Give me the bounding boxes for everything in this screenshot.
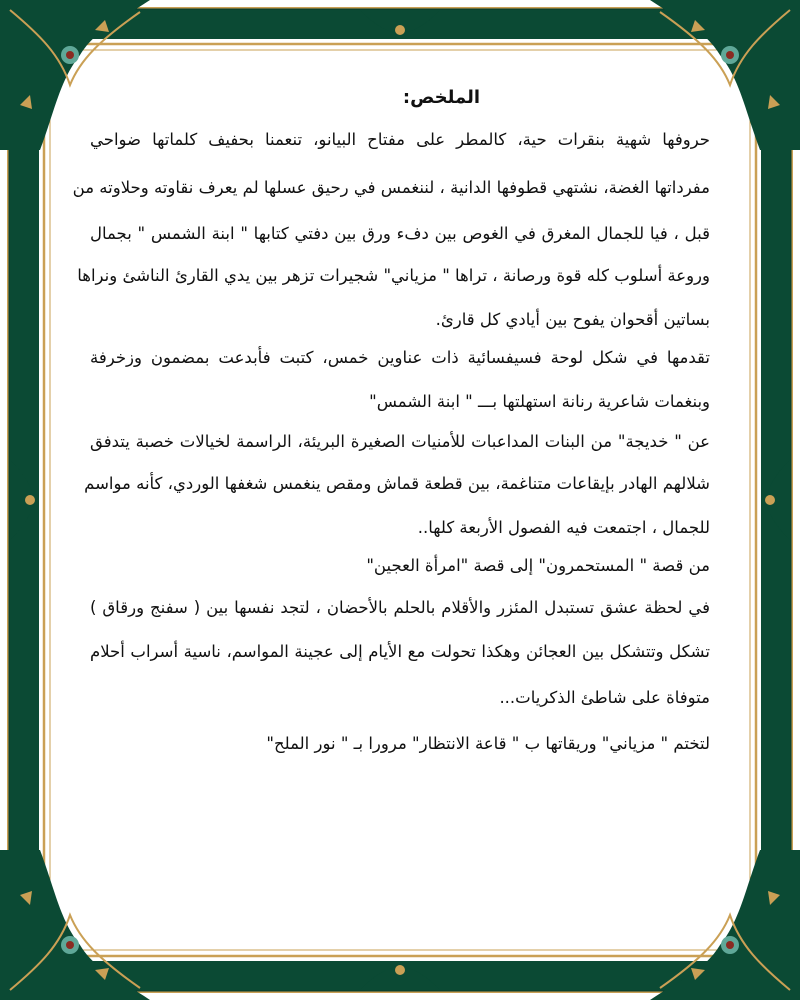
text-line: وبنغمات شاعرية رنانة استهلتها بـــ " ابنة الشمس" [369, 392, 710, 411]
text-line: قبل ، فيا للجمال المغرق في الغوص بين دفء ورق بين دفتي كتابها " ابنة الشمس " بجمال [90, 224, 710, 243]
text-line: في لحظة عشق تستبدل المئزر والأقلام بالحلم بالأحضان ، لتجد نفسها بين ( سفنج ورقاق ) [90, 598, 710, 617]
text-line: حروفها شهية بنقرات حية، كالمطر على مفتاح البيانو، تنعمنا بحفيف كلماتها ضواحي [90, 130, 710, 149]
summary-text-block [72, 85, 710, 805]
text-line: عن " خديجة" من البنات المداعبات للأمنيات الصغيرة البريئة، الراسمة لخيالات خصبة يتدفق [90, 432, 710, 451]
text-line: شلالهم الهادر بإيقاعات متناغمة، بين قطعة قماش ومقص ينغمس شغفها الوردي، كأنه مواسم [84, 474, 710, 493]
text-line: للجمال ، اجتمعت فيه الفصول الأربعة كلها.. [417, 518, 710, 537]
text-line: من قصة " المستحمرون" إلى قصة "امرأة العجين" [366, 556, 710, 575]
text-line: تقدمها في شكل لوحة فسيفسائية ذات عناوين خمس، كتبت فأبدعت بمضمون وزخرفة [90, 348, 710, 367]
text-line: بساتين أقحوان يفوح بين أيادي كل قارئ. [435, 310, 710, 329]
page-title: الملخص: [402, 87, 480, 108]
text-line: متوفاة على شاطئ الذكريات... [499, 688, 710, 707]
text-line: مفرداتها الغضة، نشتهي قطوفها الدانية ، لننغمس في رحيق عسلها لم يعرف نقاوته وحلاوته من [72, 178, 710, 197]
text-line: وروعة أسلوب كله قوة ورصانة ، تراها " مزياني" شجيرات تزهر بين يدي القارئ الناشئ ونراها [77, 266, 710, 285]
text-line: تشكل وتتشكل بين العجائن وهكذا تحولت مع الأيام إلى عجينة المواسم، ناسية أسراب أحلام [90, 642, 710, 661]
text-line: لتختم " مزياني" وريقاتها ب " قاعة الانتظار" مرورا بـ " نور الملح" [266, 734, 710, 753]
